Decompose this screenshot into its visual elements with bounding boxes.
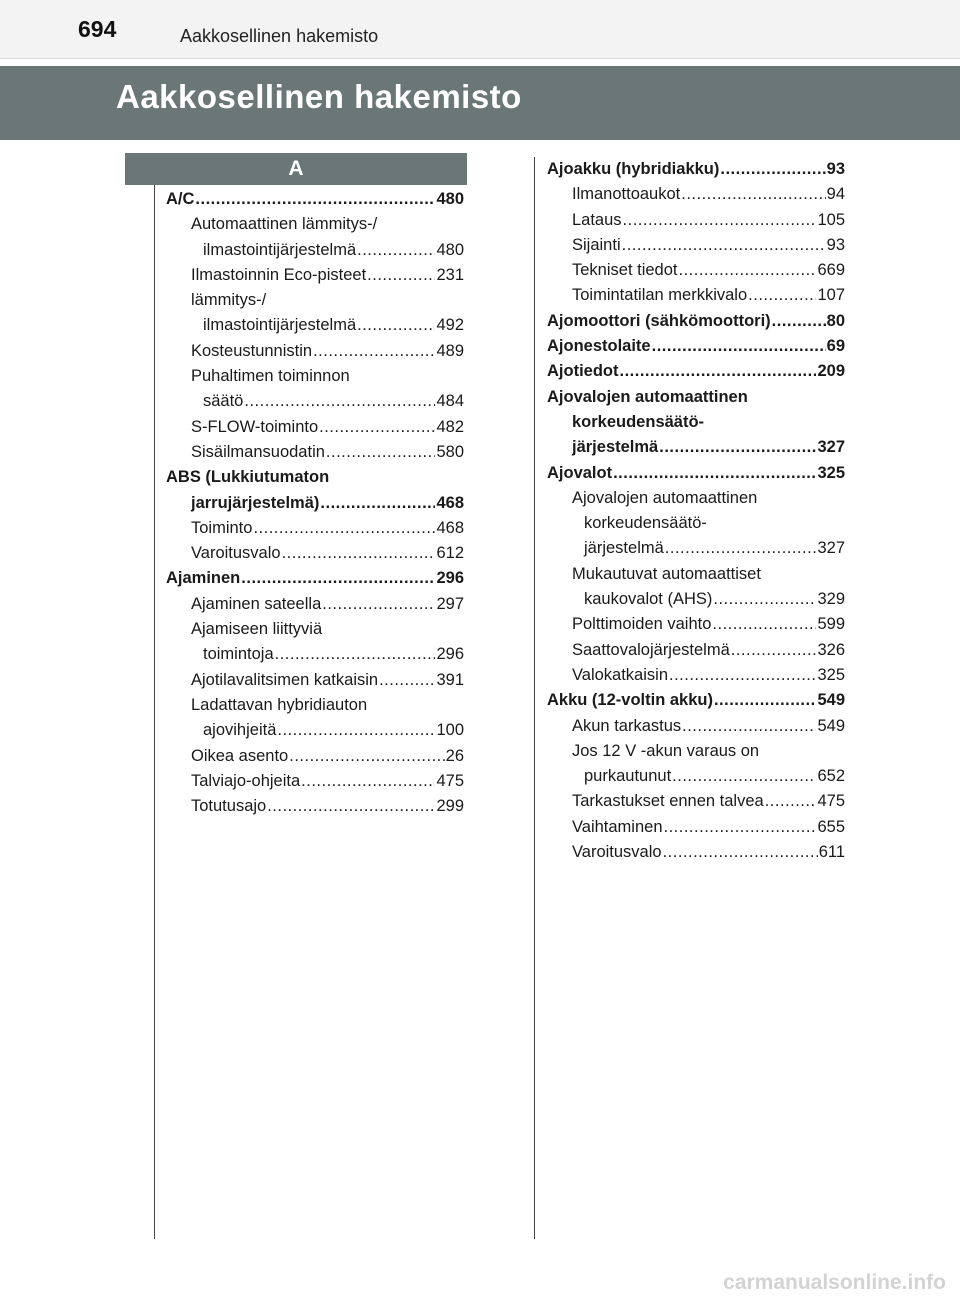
dot-leader xyxy=(622,233,826,258)
index-entry xyxy=(547,688,845,713)
dot-leader xyxy=(326,440,436,465)
index-entry-page: 652 xyxy=(817,767,845,786)
dot-leader xyxy=(322,592,435,617)
index-entry xyxy=(166,415,464,440)
dot-leader xyxy=(772,309,826,334)
dot-leader xyxy=(681,182,825,207)
index-entry-text: Mukautuvat automaattiset xyxy=(572,564,761,583)
dot-leader xyxy=(379,668,435,693)
index-entry-page: 669 xyxy=(817,261,845,280)
index-entry xyxy=(166,263,464,288)
index-entry-page: 580 xyxy=(436,442,464,461)
index-entry-text: Sisäilmansuodatin xyxy=(191,442,325,461)
index-entry-text: Ajovalot xyxy=(547,463,613,482)
index-entry-text: Akun tarkastus xyxy=(572,716,682,735)
index-entry xyxy=(547,764,845,789)
dot-leader xyxy=(357,313,435,338)
index-entry xyxy=(166,592,464,617)
index-entry-page: 326 xyxy=(817,640,845,659)
index-entry-page: 299 xyxy=(436,797,464,816)
index-entry xyxy=(166,718,464,743)
index-entry-text: Tarkastukset ennen talvea xyxy=(572,792,764,811)
dot-leader xyxy=(765,789,817,814)
index-entry-text: purkautunut xyxy=(584,767,672,786)
index-entry-text: Toiminto xyxy=(191,518,253,537)
index-entry xyxy=(166,491,464,516)
dot-leader xyxy=(682,714,816,739)
index-entry xyxy=(547,359,845,384)
index-entry-text: A/C xyxy=(166,190,195,208)
index-entry xyxy=(547,410,845,435)
dot-leader xyxy=(713,587,816,612)
index-entry-page: 475 xyxy=(817,792,845,811)
index-entry-text: ABS (Lukkiutumaton xyxy=(166,468,330,487)
dot-leader xyxy=(672,764,816,789)
index-entry xyxy=(166,364,464,389)
index-entry-text: Ajotilavalitsimen katkaisin xyxy=(191,670,379,689)
index-entry-text: Lataus xyxy=(572,210,622,229)
dot-leader xyxy=(301,769,435,794)
index-entry-page: 482 xyxy=(436,417,464,436)
index-entry-text: järjestelmä xyxy=(584,539,664,558)
index-entry xyxy=(547,258,845,283)
index-entry-text: Toimintatilan merkkivalo xyxy=(572,286,748,305)
dot-leader xyxy=(669,663,816,688)
index-entry xyxy=(547,612,845,637)
index-entry xyxy=(547,385,845,410)
index-entry xyxy=(547,789,845,814)
index-entry xyxy=(166,389,464,414)
index-entry-text: ajovihjeitä xyxy=(203,721,277,740)
index-entry xyxy=(166,769,464,794)
index-entry-text: korkeudensäätö- xyxy=(572,412,705,431)
index-entry-page: 611 xyxy=(818,843,845,862)
index-entry-page: 468 xyxy=(436,518,464,537)
dot-leader xyxy=(289,744,444,769)
index-entry-page: 26 xyxy=(445,746,464,765)
index-entry-text: Ajaminen xyxy=(166,569,241,588)
index-entry-text: toimintoja xyxy=(203,645,274,664)
index-entry-text: jarrujärjestelmä) xyxy=(191,493,320,512)
index-entry-page: 209 xyxy=(817,362,845,381)
index-entry xyxy=(166,541,464,566)
index-entry xyxy=(547,638,845,663)
index-entry-text: ilmastointijärjestelmä xyxy=(203,240,357,259)
index-entry xyxy=(547,233,845,258)
dot-leader xyxy=(277,718,435,743)
index-entry-text: Akku (12-voltin akku) xyxy=(547,691,713,710)
dot-leader xyxy=(357,238,435,263)
index-entry xyxy=(166,516,464,541)
index-entry xyxy=(166,566,464,591)
dot-leader xyxy=(678,258,816,283)
index-entry-page: 655 xyxy=(817,817,845,836)
index-entry-text: Ajovalojen automaattinen xyxy=(572,488,758,507)
dot-leader xyxy=(253,516,435,541)
index-entry-text: Ajovalojen automaattinen xyxy=(547,387,748,406)
index-entry-text: Ajaminen sateella xyxy=(191,594,322,613)
index-entry-page: 549 xyxy=(817,716,845,735)
index-entry xyxy=(547,435,845,460)
index-entry-text: Varoitusvalo xyxy=(191,544,281,563)
index-entry-text: Ilmanottoaukot xyxy=(572,185,681,204)
dot-leader xyxy=(714,688,817,713)
page-title: Aakkosellinen hakemisto xyxy=(116,78,522,115)
index-entry-text: säätö xyxy=(203,392,244,411)
index-entry-text: Tekniset tiedot xyxy=(572,261,678,280)
left-column-divider xyxy=(154,185,155,1239)
index-entry-text: Totutusajo xyxy=(191,797,267,816)
index-entry-page: 93 xyxy=(826,160,845,178)
dot-leader xyxy=(720,157,825,182)
letter-header: A xyxy=(125,153,467,185)
index-entry-text: Varoitusvalo xyxy=(572,843,662,862)
dot-leader xyxy=(652,334,826,359)
dot-leader xyxy=(659,435,816,460)
index-entry-page: 480 xyxy=(436,240,464,259)
index-entry xyxy=(547,309,845,334)
index-entry-page: 327 xyxy=(817,438,845,457)
running-title: Aakkosellinen hakemisto xyxy=(180,26,379,46)
index-entry xyxy=(166,617,464,642)
index-entry-text: Ajomoottori (sähkömoottori) xyxy=(547,311,771,330)
index-entry xyxy=(547,536,845,561)
index-entry xyxy=(166,238,464,263)
index-entry-text: Saattovalojärjestelmä xyxy=(572,640,730,659)
index-entry xyxy=(547,840,845,865)
index-entry xyxy=(166,794,464,819)
dot-leader xyxy=(320,491,435,516)
index-entry-page: 93 xyxy=(826,235,845,254)
index-entry xyxy=(166,668,464,693)
index-entry-text: Oikea asento xyxy=(191,746,289,765)
dot-leader xyxy=(313,339,435,364)
index-entry xyxy=(166,288,464,313)
index-entry-page: 100 xyxy=(436,721,464,740)
dot-leader xyxy=(275,642,436,667)
index-entry-page: 468 xyxy=(436,493,464,512)
index-entry-page: 599 xyxy=(817,615,845,634)
index-entry-page: 297 xyxy=(436,594,464,613)
dot-leader xyxy=(319,415,435,440)
index-entry-page: 329 xyxy=(817,590,845,609)
index-entry-text: ilmastointijärjestelmä xyxy=(203,316,357,335)
index-entry-page: 107 xyxy=(817,286,845,305)
index-entry-page: 325 xyxy=(817,665,845,684)
index-entry xyxy=(547,739,845,764)
index-entry xyxy=(166,313,464,338)
index-entry xyxy=(547,587,845,612)
dot-leader xyxy=(620,359,817,384)
index-entry-page: 612 xyxy=(436,544,464,563)
index-entry xyxy=(166,212,464,237)
index-entry-page: 327 xyxy=(817,539,845,558)
index-entry-text: järjestelmä xyxy=(572,438,659,457)
dot-leader xyxy=(613,461,816,486)
index-entry-text: lämmitys-/ xyxy=(191,291,267,310)
index-entry-page: 492 xyxy=(436,316,464,335)
page-number: 694 xyxy=(78,16,117,42)
index-entry-text: Ajoakku (hybridiakku) xyxy=(547,160,720,178)
dot-leader xyxy=(282,541,436,566)
index-entry xyxy=(547,334,845,359)
index-entry-page: 296 xyxy=(436,645,464,664)
index-entry-page: 296 xyxy=(436,569,464,588)
dot-leader xyxy=(664,815,817,840)
index-entry-text: Puhaltimen toiminnon xyxy=(191,367,350,386)
index-entry-text: kaukovalot (AHS) xyxy=(584,590,713,609)
index-entry-text: S-FLOW-toiminto xyxy=(191,417,319,436)
index-entry-text: Ladattavan hybridiauton xyxy=(191,695,368,714)
index-entry xyxy=(547,208,845,233)
index-entry-text: Valokatkaisin xyxy=(572,665,668,684)
watermark: carmanualsonline.info xyxy=(723,1271,946,1294)
index-entry-text: Vaihtaminen xyxy=(572,817,663,836)
index-entry-text: Ajotiedot xyxy=(547,362,619,381)
index-entry-page: 325 xyxy=(817,463,845,482)
index-entry xyxy=(166,744,464,769)
dot-leader xyxy=(267,794,435,819)
index-entry-text: Talviajo-ohjeita xyxy=(191,771,301,790)
dot-leader xyxy=(623,208,817,233)
index-entry xyxy=(547,486,845,511)
index-entry-text: Ilmastoinnin Eco-pisteet xyxy=(191,265,367,284)
dot-leader xyxy=(665,536,817,561)
dot-leader xyxy=(712,612,816,637)
index-entry xyxy=(547,461,845,486)
index-entry xyxy=(547,157,845,182)
index-entry xyxy=(166,187,464,212)
index-entry xyxy=(547,283,845,308)
index-entry-text: Kosteustunnistin xyxy=(191,341,313,360)
index-entry-text: Ajonestolaite xyxy=(547,337,651,356)
index-entry xyxy=(166,440,464,465)
index-entry-page: 480 xyxy=(436,190,464,208)
dot-leader xyxy=(241,566,435,591)
index-entry-page: 489 xyxy=(436,341,464,360)
index-entry xyxy=(166,642,464,667)
index-entry-text: Ajamiseen liittyviä xyxy=(191,620,323,639)
index-entry-text: Polttimoiden vaihto xyxy=(572,615,712,634)
index-entry-text: korkeudensäätö- xyxy=(584,514,707,533)
left-index-column xyxy=(166,187,464,819)
index-entry xyxy=(547,663,845,688)
index-entry-page: 475 xyxy=(436,771,464,790)
index-entry xyxy=(547,815,845,840)
index-entry-page: 231 xyxy=(436,265,464,284)
dot-leader xyxy=(663,840,818,865)
index-entry-page: 549 xyxy=(817,691,845,710)
index-entry-page: 105 xyxy=(817,210,845,229)
index-entry-page: 391 xyxy=(436,670,464,689)
index-entry xyxy=(547,182,845,207)
index-entry-text: Automaattinen lämmitys-/ xyxy=(191,215,378,234)
index-entry-page: 484 xyxy=(436,392,464,411)
page-header xyxy=(0,0,960,59)
dot-leader xyxy=(244,389,435,414)
right-column-divider xyxy=(534,157,535,1239)
index-entry xyxy=(547,511,845,536)
dot-leader xyxy=(195,187,435,212)
index-entry xyxy=(547,714,845,739)
index-entry xyxy=(166,339,464,364)
index-entry xyxy=(547,562,845,587)
index-entry-page: 80 xyxy=(826,311,845,330)
right-index-column xyxy=(547,157,845,865)
dot-leader xyxy=(367,263,435,288)
index-entry-text: Sijainti xyxy=(572,235,621,254)
index-entry xyxy=(166,693,464,718)
dot-leader xyxy=(731,638,817,663)
dot-leader xyxy=(748,283,816,308)
index-entry-page: 94 xyxy=(826,185,845,204)
index-entry-page: 69 xyxy=(826,337,845,356)
index-entry-text: Jos 12 V -akun varaus on xyxy=(572,741,760,760)
index-entry xyxy=(166,465,464,490)
